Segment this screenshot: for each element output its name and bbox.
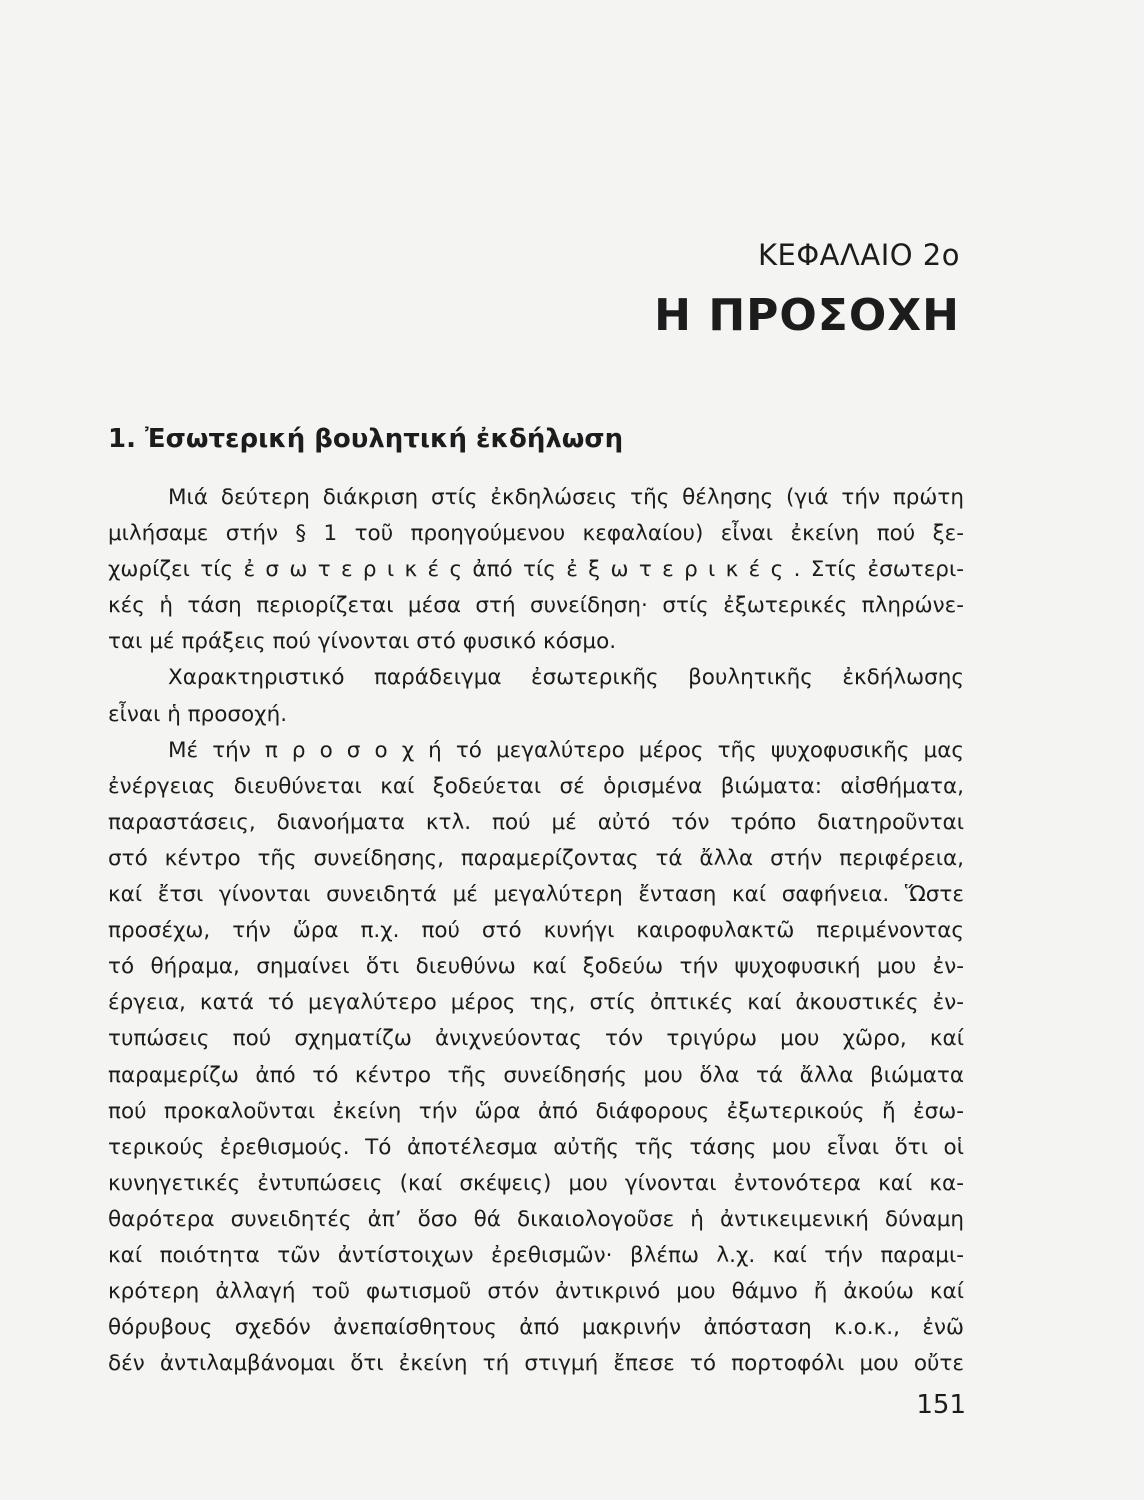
text-line: δέν ἀντιλαμβάνομαι ὅτι ἐκείνη τή στιγμή ἔπεσε τό πορτοφόλι μου οὔτε bbox=[108, 1351, 964, 1377]
text-line: Μιά δεύτερη διάκριση στίς ἐκδηλώσεις τῆς θέλησης (γιά τήν πρώτη bbox=[168, 485, 964, 510]
text-line: παραστάσεις, διανοήματα κτλ. πού μέ αὐτό τόν τρόπο διατηροῦνται bbox=[108, 809, 964, 835]
text-line: πού προκαλοῦνται ἐκείνη τήν ὥρα ἀπό διάφορους ἐξωτερικούς ἤ ἐσω- bbox=[108, 1098, 964, 1124]
text-line: εἶναι ἡ προσοχή. bbox=[108, 701, 288, 727]
text-line: Χαρακτηριστικό παράδειγμα ἐσωτερικῆς βουλητικῆς ἐκδήλωσης bbox=[168, 665, 964, 691]
text-line: Μέ τήν π ρ ο σ ο χ ή τό μεγαλύτερο μέρος τῆς ψυχοφυσικῆς μας bbox=[168, 737, 964, 763]
text-line: τερικούς ἐρεθισμούς. Τό ἀποτέλεσμα αὐτῆς τῆς τάσης μου εἶναι ὅτι οἱ bbox=[108, 1134, 964, 1160]
page-number: 151 bbox=[916, 1390, 966, 1420]
text-line: καί ποιότητα τῶν ἀντίστοιχων ἐρεθισμῶν· βλέπω λ.χ. καί τήν παραμι- bbox=[108, 1242, 964, 1268]
text-line: τυπώσεις πού σχηματίζω ἀνιχνεύοντας τόν τριγύρω μου χῶρο, καί bbox=[108, 1026, 964, 1052]
text-line: θόρυβους σχεδόν ἀνεπαίσθητους ἀπό μακρινήν ἀπόσταση κ.ο.κ., ἐνῶ bbox=[108, 1315, 964, 1341]
chapter-title: Η ΠΡΟΣΟΧΗ bbox=[654, 290, 960, 341]
text-line: μιλήσαμε στήν § 1 τοῦ προηγούμενου κεφαλαίου) εἶναι ἐκείνη πού ξε- bbox=[108, 521, 964, 547]
section-heading: 1. Ἐσωτερική βουλητική ἐκδήλωση bbox=[108, 424, 624, 454]
text-line: τό θήραμα, σημαίνει ὅτι διευθύνω καί ξοδεύω τήν ψυχοφυσική μου ἐν- bbox=[108, 954, 964, 980]
text-line: θαρότερα συνειδητές ἀπ’ ὅσο θά δικαιολογοῦσε ἡ ἀντικειμενική δύναμη bbox=[108, 1206, 964, 1232]
text-line: προσέχω, τήν ὥρα π.χ. πού στό κυνήγι καιροφυλακτῶ περιμένοντας bbox=[108, 918, 964, 944]
text-line: έργεια, κατά τό μεγαλύτερο μέρος της, στίς ὀπτικές καί ἀκουστικές ἐν- bbox=[108, 990, 964, 1016]
text-line: παραμερίζω ἀπό τό κέντρο τῆς συνείδησής μου ὅλα τά ἄλλα βιώματα bbox=[108, 1062, 964, 1088]
text-line: κυνηγετικές ἐντυπώσεις (καί σκέψεις) μου γίνονται ἐντονότερα καί κα- bbox=[108, 1170, 964, 1196]
text-line: στό κέντρο τῆς συνείδησης, παραμερίζοντας τά ἄλλα στήν περιφέρεια, bbox=[108, 845, 964, 871]
text-line: ἐνέργειας διευθύνεται καί ξοδεύεται σέ ὁρισμένα βιώματα: αἰσθήματα, bbox=[108, 773, 964, 799]
chapter-label: ΚΕΦΑΛΑΙΟ 2ο bbox=[758, 238, 960, 272]
body-text bbox=[108, 480, 964, 1382]
text-line: κρότερη ἀλλαγή τοῦ φωτισμοῦ στόν ἀντικρινό μου θάμνο ἤ ἀκούω καί bbox=[108, 1279, 964, 1305]
text-line: ται μέ πράξεις πού γίνονται στό φυσικό κόσμο. bbox=[108, 629, 617, 655]
text-line: κές ἡ τάση περιορίζεται μέσα στή συνείδηση· στίς ἐξωτερικές πληρώνε- bbox=[108, 593, 964, 619]
text-line: χωρίζει τίς ἐ σ ω τ ε ρ ι κ έ ς ἀπό τίς ἐ ξ ω τ ε ρ ι κ έ ς . Στίς ἐσωτερι- bbox=[108, 557, 964, 583]
text-line: καί ἔτσι γίνονται συνειδητά μέ μεγαλύτερη ἔνταση καί σαφήνεια. Ὥστε bbox=[108, 882, 964, 908]
